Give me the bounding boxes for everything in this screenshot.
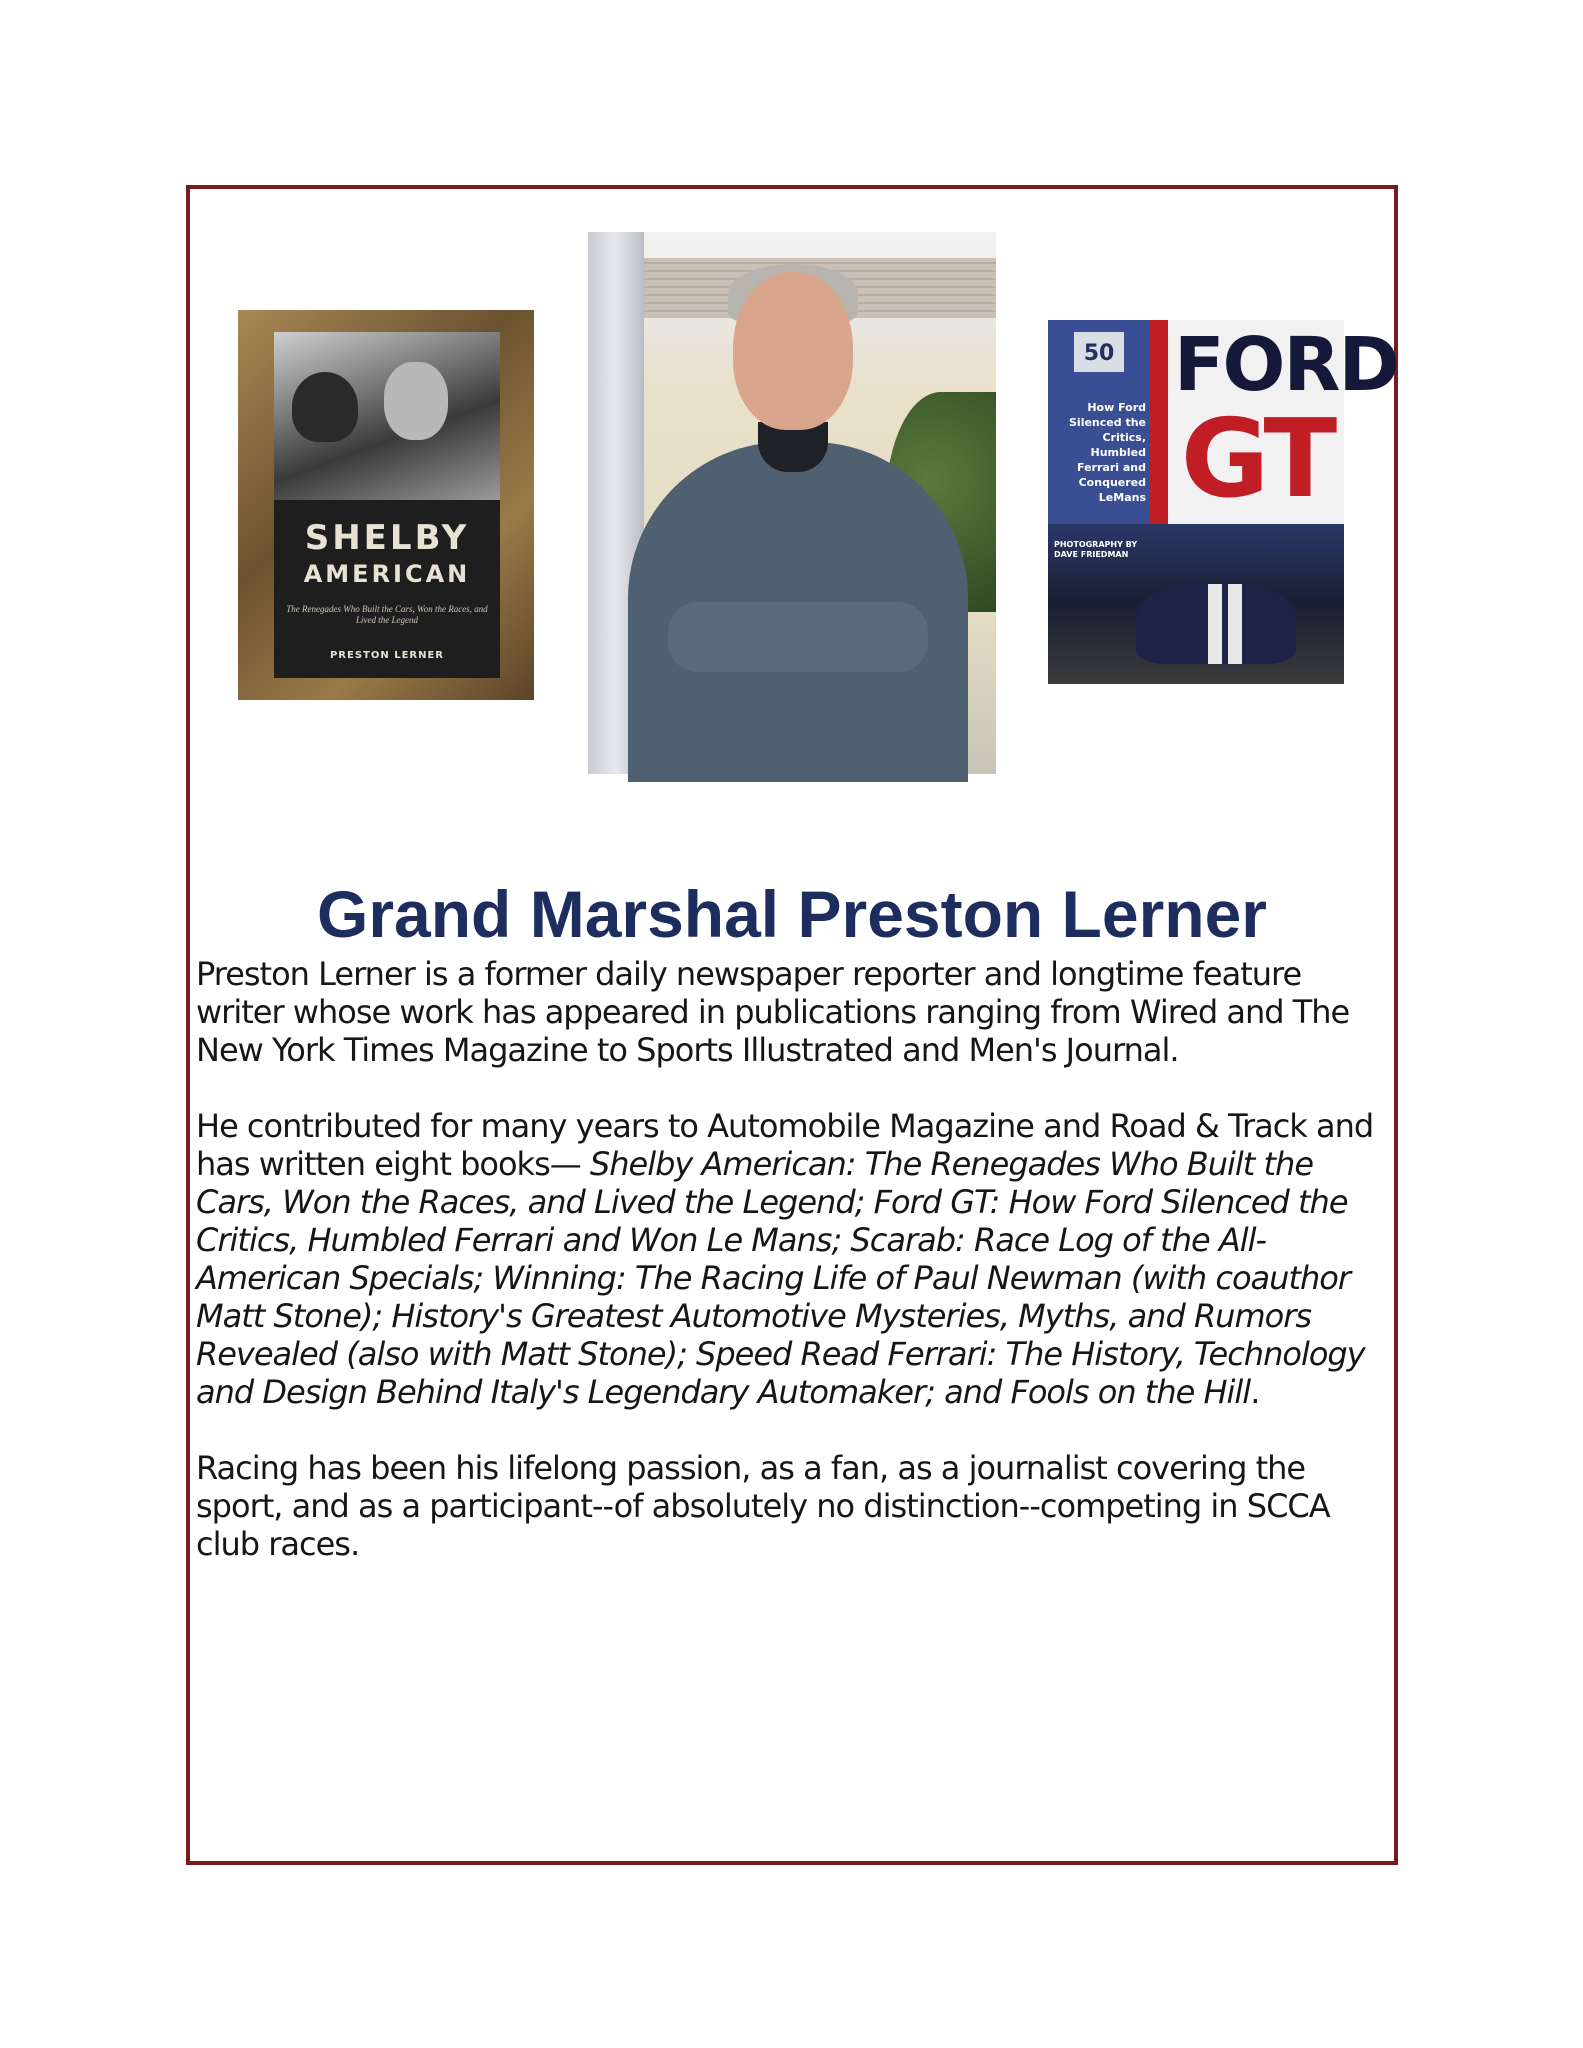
bio-paragraph-2-end: .	[1250, 1373, 1260, 1411]
crossed-arms-shape	[668, 602, 928, 672]
page-title: Grand Marshal Preston Lerner	[317, 877, 1267, 952]
cover-photo	[274, 332, 500, 500]
book-subtitle: The Renegades Who Built the Cars, Won the Races, and Lived the Legend	[286, 604, 488, 625]
shelby-american-book-image	[238, 310, 534, 700]
anniversary-badge: 50	[1074, 332, 1124, 372]
book-cover	[274, 332, 500, 678]
book-title-ford: FORD	[1174, 322, 1398, 408]
book-title-gt: GT	[1180, 397, 1334, 522]
ford-gt-book-image	[1048, 320, 1398, 684]
book-blurb: How Ford Silenced the Critics, Humbled Ferrari and Conquered LeMans	[1069, 401, 1146, 504]
head-shape	[733, 272, 853, 430]
bio-paragraph-2-intro: He contributed for many years to Automobile Magazine and Road & Track and has written eight books—	[196, 1107, 1374, 1183]
bio-paragraph-2	[196, 1107, 1396, 1411]
bio-paragraph-1: Preston Lerner is a former daily newspaper reporter and longtime feature writer whose work has appeared in publications ranging from Wired and The New York Times Magazine to Sports Illustrated and Men's Journal.	[196, 955, 1350, 1069]
car-stripe	[1228, 584, 1242, 664]
cover-red-stripe	[1150, 320, 1168, 524]
biography-text	[196, 955, 1396, 1601]
book-author: PRESTON LERNER	[329, 650, 445, 661]
face-shape	[384, 362, 448, 440]
book-title-line2: AMERICAN	[303, 560, 471, 588]
book-list: Shelby American: The Renegades Who Built the Cars, Won the Races, and Lived the Legend; Ford GT: How Ford Silenced the Critics, Humbled Ferrari and Won Le Mans; Scarab: Race Log of the All-American Specials; Winning: The Racing Life of Paul Newman (with coauthor Matt Stone); History's Greatest Automotive Mysteries, Myths, and Rumors Revealed (also with Matt Stone); Speed Read Ferrari: The History, Technology and Design Behind Italy's Legendary Automaker; and Fools on the Hill	[196, 1145, 1365, 1411]
book-title-line1: SHELBY	[304, 518, 470, 558]
author-portrait-image	[588, 232, 996, 774]
bio-paragraph-3: Racing has been his lifelong passion, as a fan, as a journalist covering the sport, and as a participant--of absolutely no distinction--competing in SCCA club races.	[196, 1449, 1330, 1563]
car-stripe	[1208, 584, 1222, 664]
photography-credit: PHOTOGRAPHY BY DAVE FRIEDMAN	[1054, 540, 1138, 559]
helmet-shape	[292, 372, 358, 442]
